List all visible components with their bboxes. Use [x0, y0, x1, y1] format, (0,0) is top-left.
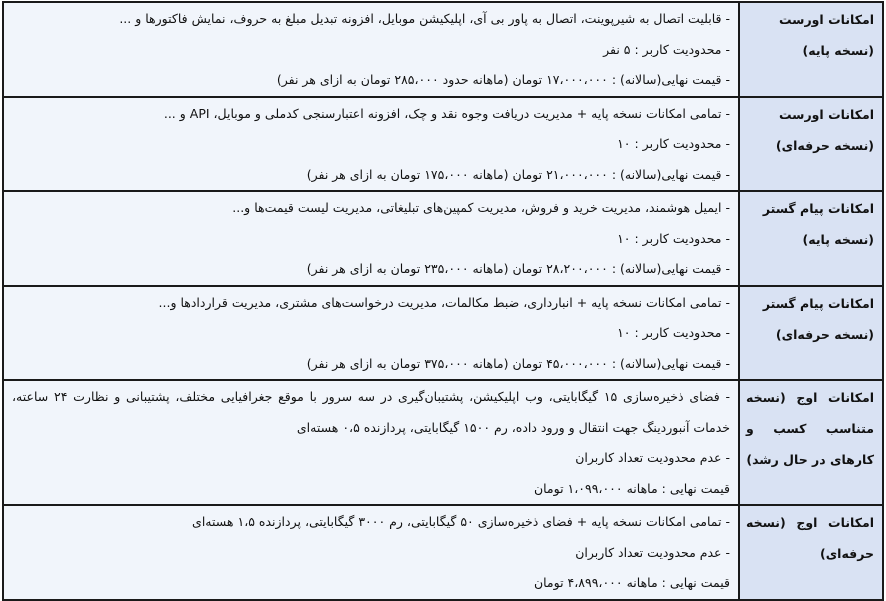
plan-edition: (نسخه حرفه‌ای) — [775, 137, 874, 153]
table-row — [3, 2, 883, 97]
plan-user-limit: - محدودیت کاربر : ۱۰ — [617, 136, 730, 151]
plan-name-cell — [739, 286, 883, 381]
plan-details-cell — [3, 191, 739, 286]
plan-price: قیمت نهایی : ماهانه ۴،۸۹۹،۰۰۰ تومان — [533, 575, 730, 590]
plan-name: امکانات اورست — [778, 12, 874, 27]
table-row — [3, 97, 883, 192]
plan-price: - قیمت نهایی(سالانه) : ۲۱،۰۰۰،۰۰۰ تومان (ماهانه ۱۷۵،۰۰۰ تومان به ازای هر نفر) — [306, 166, 730, 182]
plan-features: - ایمیل هوشمند، مدیریت خرید و فروش، مدیریت کمپین‌های تبلیغاتی، مدیریت لیست قیمت‌ها و... — [232, 200, 730, 215]
plan-details-cell — [3, 380, 739, 505]
plan-features: - فضای ذخیره‌سازی ۱۵ گیگابایتی، وب اپلیکیشن، پشتیبان‌گیری در سه سرور با موقع جغرافیایی مختلف، پشتیبانی و نظارت ۲۴ ساعته، خدمات آنبوردینگ جهت انتقال و ورود داده، رم ۱۵۰۰ گیگابایتی، پردازنده ۰،۵ هسته‌ای — [12, 389, 730, 435]
plan-features: - تمامی امکانات نسخه پایه + انبارداری، ضبط مکالمات، مدیریت درخواست‌های مشتری، مدیریت قراردادها و... — [158, 294, 730, 310]
plan-name-cell — [739, 97, 883, 192]
table-row — [3, 191, 883, 286]
table-row — [3, 380, 883, 505]
plan-name-cell — [739, 191, 883, 286]
plan-user-limit: - عدم محدودیت تعداد کاربران — [575, 450, 730, 465]
plan-details-cell — [3, 97, 739, 192]
plan-user-limit: - محدودیت کاربر : ۵ نفر — [603, 41, 730, 57]
plan-name: امکانات اوج (نسخه حرفه‌ای) — [746, 515, 874, 561]
plan-name: امکانات اورست — [778, 106, 874, 122]
plan-price: - قیمت نهایی(سالانه) : ۴۵،۰۰۰،۰۰۰ تومان (ماهانه ۳۷۵،۰۰۰ تومان به ازای هر نفر) — [306, 355, 730, 371]
plan-user-limit: - محدودیت کاربر : ۱۰ — [617, 325, 730, 340]
plan-name-cell — [739, 380, 883, 505]
plan-name-cell — [739, 505, 883, 600]
plan-name: امکانات اوج (نسخه متناسب کسب و کارهای در حال رشد) — [746, 390, 874, 467]
plan-price: - قیمت نهایی(سالانه) : ۱۷،۰۰۰،۰۰۰ تومان (ماهانه حدود ۲۸۵،۰۰۰ تومان به ازای هر نفر) — [276, 72, 730, 87]
pricing-table — [2, 1, 884, 601]
plan-edition: (نسخه حرفه‌ای) — [775, 326, 874, 342]
plan-price: قیمت نهایی : ماهانه ۱،۰۹۹،۰۰۰ تومان — [533, 480, 730, 496]
plan-user-limit: - محدودیت کاربر : ۱۰ — [617, 230, 730, 246]
plan-features: - تمامی امکانات نسخه پایه + مدیریت دریافت وجوه نقد و چک، افزونه اعتبارسنجی کدملی و موبایل، API و ... — [163, 105, 730, 121]
plan-edition: (نسخه پایه) — [802, 232, 874, 247]
plan-details-cell — [3, 286, 739, 381]
plan-edition: (نسخه پایه) — [802, 43, 874, 58]
plan-name-cell — [739, 2, 883, 97]
plan-price: - قیمت نهایی(سالانه) : ۲۸،۲۰۰،۰۰۰ تومان (ماهانه ۲۳۵،۰۰۰ تومان به ازای هر نفر) — [306, 261, 730, 276]
plan-user-limit: - عدم محدودیت تعداد کاربران — [575, 544, 730, 560]
plan-details-cell — [3, 2, 739, 97]
plan-features: - تمامی امکانات نسخه پایه + فضای ذخیره‌سازی ۵۰ گیگابایتی، رم ۳۰۰۰ گیگابایتی، پردازنده ۱،۵ هسته‌ای — [192, 514, 730, 529]
table-row — [3, 286, 883, 381]
plan-name: امکانات پیام گستر — [762, 295, 874, 311]
plan-name: امکانات پیام گستر — [762, 201, 874, 216]
plan-features: - قابلیت اتصال به شیرپوینت، اتصال به پاور بی آی، اپلیکیشن موبایل، افزونه تبدیل مبلغ به حروف، نمایش فاکتورها و ... — [119, 11, 730, 26]
table-row — [3, 505, 883, 600]
plan-details-cell — [3, 505, 739, 600]
